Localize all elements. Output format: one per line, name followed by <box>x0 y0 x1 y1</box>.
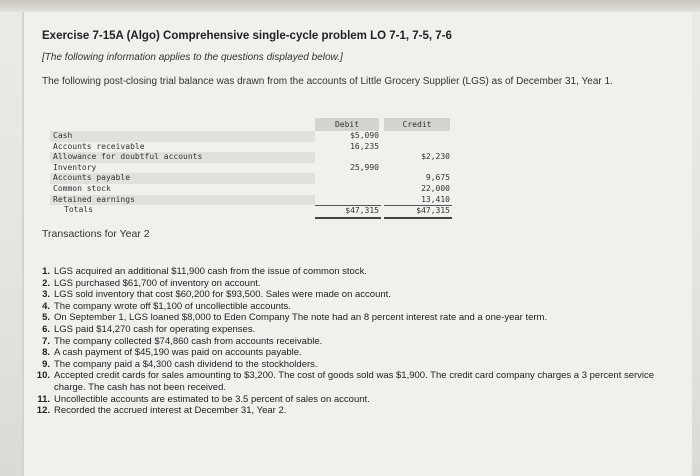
item-number: 10. <box>36 370 50 382</box>
transactions-list <box>36 266 666 417</box>
list-item <box>36 394 666 406</box>
item-number: 5. <box>42 312 50 324</box>
table-row <box>50 184 450 195</box>
list-item <box>36 347 666 359</box>
item-text: Recorded the accrued interest at December 31, Year 2. <box>54 405 287 417</box>
credit-amount: $2,230 <box>421 152 450 162</box>
total-debit: $47,315 <box>315 205 381 219</box>
account-name: Retained earnings <box>50 195 315 206</box>
item-text: The company collected $74,860 cash from accounts receivable. <box>54 335 323 347</box>
item-number: 6. <box>42 323 50 335</box>
item-number: 1. <box>42 266 50 277</box>
list-item <box>36 312 666 324</box>
list-item <box>36 301 666 313</box>
intro-text: The following post-closing trial balance was drawn from the accounts of Little Grocery Supplier (LGS) as of December 31, Year 1. <box>42 76 613 87</box>
item-text: LGS purchased $61,700 of inventory on account. <box>54 277 261 289</box>
table-row <box>50 163 450 174</box>
header-debit: Debit <box>315 118 379 131</box>
list-item <box>36 324 666 336</box>
table-row <box>50 152 450 163</box>
item-number: 3. <box>42 289 50 301</box>
item-text: Uncollectible accounts are estimated to be 3.5 percent of sales on account. <box>54 393 370 405</box>
item-text: Accepted credit cards for sales amounting to $3,200. The cost of goods sold was $1,900. The credit card company charges a 3 percent service charge. The cash has not been received. <box>54 370 655 393</box>
exercise-title: Exercise 7-15A (Algo) Comprehensive single-cycle problem LO 7-1, 7-5, 7-6 <box>42 30 452 42</box>
header-credit: Credit <box>384 118 450 131</box>
exercise-subtitle: [The following information applies to the questions displayed below.] <box>42 52 343 63</box>
credit-amount: 22,000 <box>421 183 450 193</box>
credit-amount: 9,675 <box>425 173 450 183</box>
credit-amount: 13,410 <box>421 194 450 204</box>
table-row <box>50 142 450 153</box>
trial-balance-table <box>50 118 450 216</box>
item-number: 11. <box>37 393 50 405</box>
account-name: Allowance for doubtful accounts <box>50 152 315 163</box>
table-row <box>50 173 450 184</box>
table-row <box>50 131 450 142</box>
account-name: Accounts receivable <box>53 141 145 151</box>
item-number: 12. <box>36 405 50 417</box>
item-text: The company paid a $4,300 cash dividend to the stockholders. <box>54 358 318 370</box>
list-item <box>36 405 666 417</box>
item-number: 4. <box>42 300 50 312</box>
item-text: A cash payment of $45,190 was paid on accounts payable. <box>54 347 302 359</box>
transactions-heading: Transactions for Year 2 <box>42 228 150 240</box>
top-edge <box>0 0 700 12</box>
account-name: Common stock <box>53 183 111 193</box>
list-item <box>36 359 666 371</box>
list-item <box>36 266 666 278</box>
item-text: LGS acquired an additional $11,900 cash from the issue of common stock. <box>54 266 367 277</box>
account-name: Accounts payable <box>50 173 315 184</box>
item-text: On September 1, LGS loaned $8,000 to Eden Company The note had an 8 percent interest rate and a one-year term. <box>54 312 548 324</box>
totals-label: Totals <box>64 205 93 215</box>
account-name: Cash <box>50 131 315 142</box>
item-number: 7. <box>42 335 50 347</box>
account-name: Inventory <box>53 162 97 172</box>
list-item <box>36 370 666 393</box>
item-number: 2. <box>42 277 50 289</box>
item-text: The company wrote off $1,100 of uncollectible accounts. <box>54 300 291 312</box>
debit-amount: 25,990 <box>350 162 379 172</box>
item-number: 8. <box>42 347 50 359</box>
debit-amount: $5,090 <box>350 131 379 140</box>
total-credit: $47,315 <box>384 205 452 219</box>
list-item <box>36 278 666 290</box>
debit-amount: 16,235 <box>350 141 379 151</box>
list-item <box>36 336 666 348</box>
table-row <box>50 195 450 206</box>
item-text: LGS paid $14,270 cash for operating expenses. <box>54 323 256 335</box>
list-item <box>36 289 666 301</box>
totals-row <box>50 205 450 216</box>
trial-balance-header-row <box>50 118 450 131</box>
item-text: LGS sold inventory that cost $60,200 for $93,500. Sales were made on account. <box>54 289 391 301</box>
item-number: 9. <box>42 358 50 370</box>
